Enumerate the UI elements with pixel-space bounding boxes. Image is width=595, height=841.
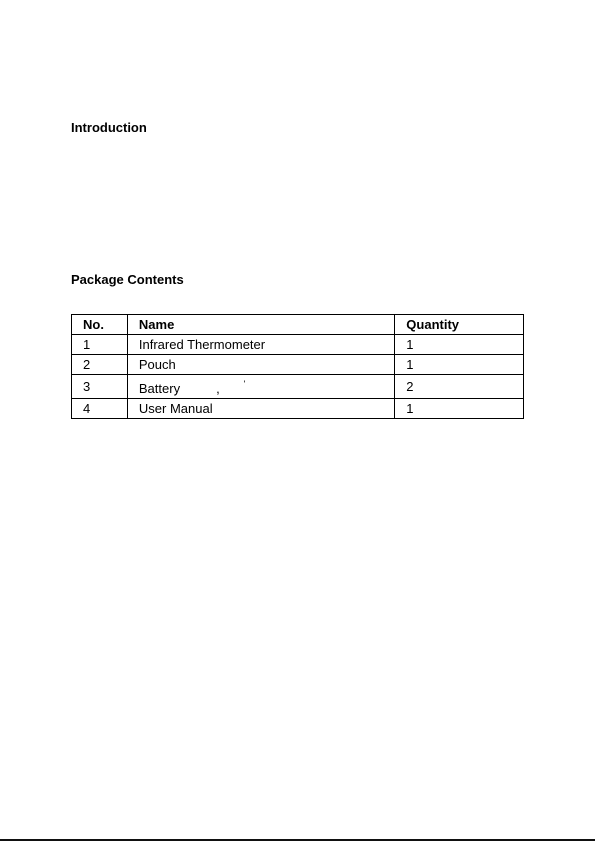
cell-name: [127, 375, 394, 399]
cell-no: 2: [72, 355, 128, 375]
cell-no: 1: [72, 335, 128, 355]
cell-name: Pouch: [127, 355, 394, 375]
cell-quantity: 2: [395, 375, 524, 399]
introduction-heading: Introduction: [71, 120, 147, 135]
cell-no: 3: [72, 375, 128, 399]
cell-quantity: 1: [395, 355, 524, 375]
stray-comma-mark: ,: [216, 381, 220, 396]
cell-name: User Manual: [127, 399, 394, 419]
column-header-no: No.: [72, 315, 128, 335]
cell-name: Infrared Thermometer: [127, 335, 394, 355]
column-header-quantity: Quantity: [395, 315, 524, 335]
table-row: [72, 375, 524, 399]
column-header-name: Name: [127, 315, 394, 335]
stray-tick-mark: ': [243, 379, 246, 389]
table-header-row: [72, 315, 524, 335]
cell-no: 4: [72, 399, 128, 419]
package-contents-heading: Package Contents: [71, 272, 184, 287]
table-row: [72, 399, 524, 419]
cell-name-text: Battery: [138, 381, 181, 396]
package-contents-table: [71, 314, 524, 419]
cell-quantity: 1: [395, 399, 524, 419]
table-row: [72, 335, 524, 355]
cell-quantity: 1: [395, 335, 524, 355]
table-row: [72, 355, 524, 375]
